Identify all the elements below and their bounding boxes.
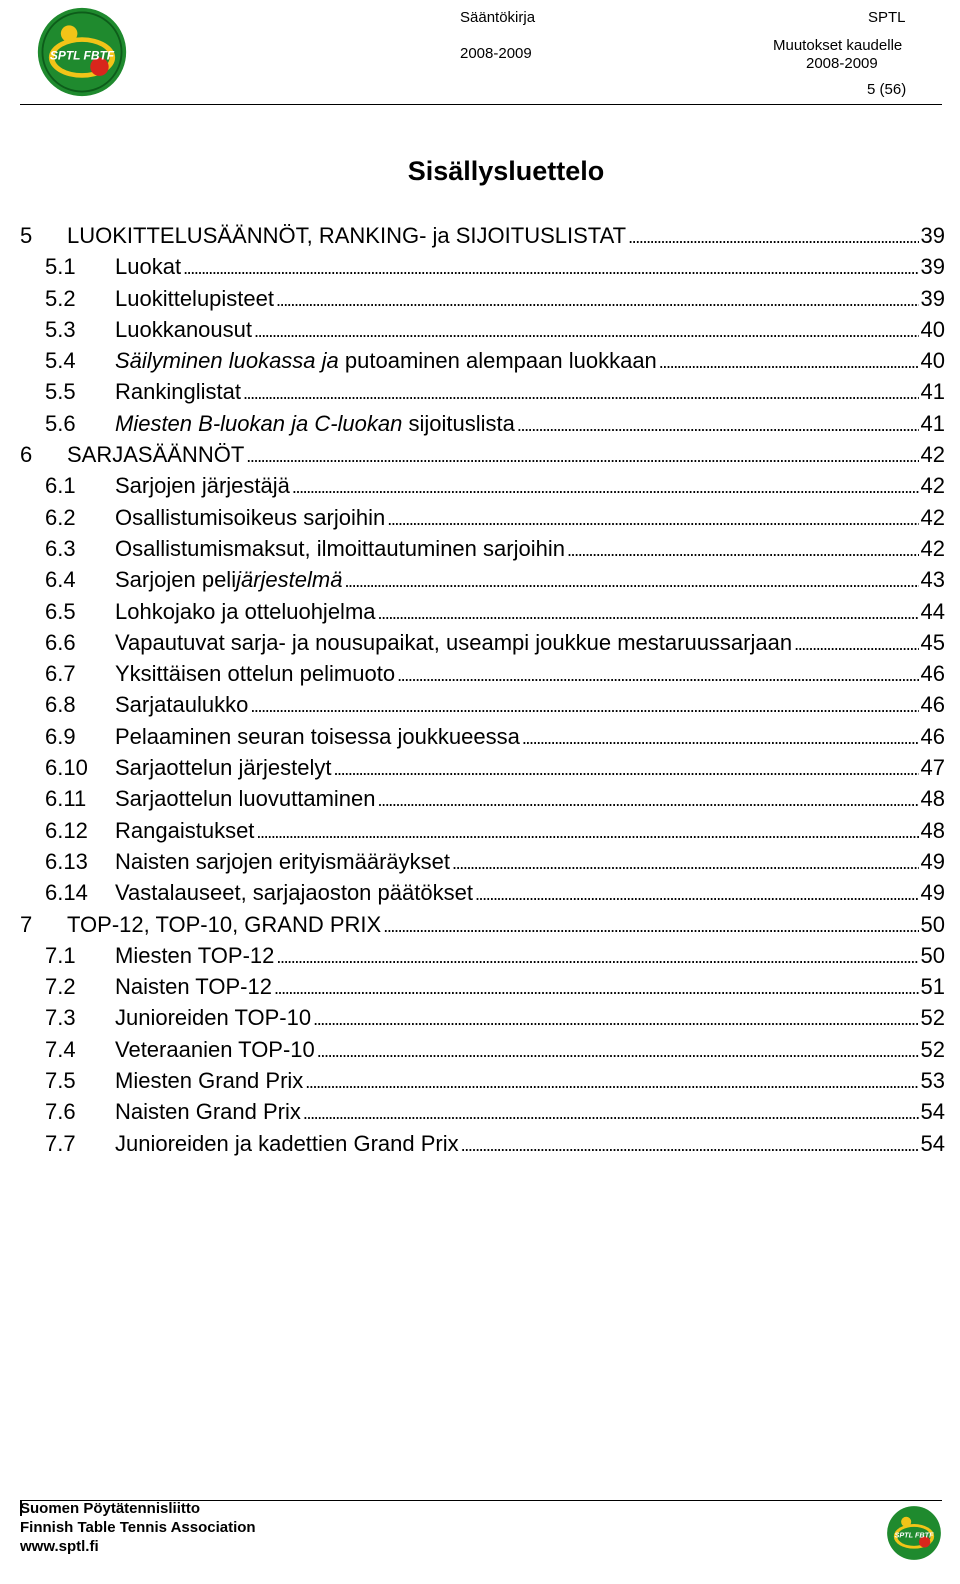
toc-entry-title-part: Miesten Grand Prix	[115, 1068, 304, 1094]
toc-entry-title	[115, 1069, 303, 1093]
toc-entry-title	[115, 631, 792, 655]
toc-entry-title-part: Sarjataulukko	[115, 692, 249, 718]
toc-entry-title	[115, 975, 272, 999]
toc-entry[interactable]	[20, 913, 945, 944]
toc-entry[interactable]	[20, 443, 945, 474]
toc-entry-title-part: Pelaaminen seuran toisessa joukkueessa	[115, 723, 520, 749]
toc-entry-page: 42	[920, 504, 945, 530]
toc-entry-title-part: Vastalauseet, sarjajaoston päätökset	[115, 880, 473, 906]
toc-entry-number: 6.5	[45, 598, 76, 624]
toc-entry[interactable]	[20, 819, 945, 850]
toc-dot-leader	[659, 349, 919, 374]
toc-entry-page: 46	[920, 723, 945, 749]
toc-entry-number: 6.9	[45, 723, 76, 749]
toc-dot-leader	[292, 474, 919, 499]
toc-entry-page: 47	[920, 755, 945, 781]
toc-entry-title-part: putoaminen alempaan luokkaan	[344, 348, 657, 374]
toc-dot-leader	[276, 944, 918, 969]
svg-text:SPTL FBTF: SPTL FBTF	[894, 1530, 934, 1540]
toc-entry-page: 48	[920, 817, 945, 843]
toc-entry-title	[115, 568, 342, 592]
toc-entry-number: 7.6	[45, 1099, 76, 1125]
table-of-contents	[20, 224, 945, 1163]
footer-org-fi: Suomen Pöytätennisliitto	[20, 1500, 201, 1517]
toc-entry-page: 41	[920, 379, 945, 405]
toc-entry-page: 44	[920, 598, 945, 624]
toc-entry-number: 6.10	[45, 755, 88, 781]
toc-entry[interactable]	[20, 474, 945, 505]
sptl-logo	[36, 6, 128, 98]
toc-entry-title-part: Junioreiden ja kadettien Grand Prix	[115, 1130, 459, 1156]
toc-entry-number: 7.1	[45, 942, 76, 968]
toc-entry-page: 46	[920, 661, 945, 687]
toc-entry-number: 6.4	[45, 567, 76, 593]
toc-entry-number: 5.2	[45, 285, 76, 311]
toc-entry[interactable]	[20, 349, 945, 380]
toc-entry-title	[115, 662, 395, 686]
toc-entry-title-part: Rankinglistat	[115, 379, 241, 405]
toc-entry-title	[115, 287, 274, 311]
toc-dot-leader	[250, 693, 918, 718]
toc-dot-leader	[256, 819, 918, 844]
toc-dot-leader	[387, 506, 918, 531]
toc-entry-page: 42	[920, 442, 945, 468]
toc-entry[interactable]	[20, 287, 945, 318]
toc-dot-leader	[246, 443, 918, 468]
toc-entry-title	[115, 756, 331, 780]
toc-entry[interactable]	[20, 1006, 945, 1037]
toc-entry-number: 6.11	[45, 786, 87, 812]
toc-entry[interactable]	[20, 662, 945, 693]
toc-entry-title	[115, 1038, 315, 1062]
toc-entry[interactable]	[20, 944, 945, 975]
toc-entry-title-part: TOP-12, TOP-10, GRAND PRIX	[67, 911, 382, 937]
toc-entry-title	[115, 380, 241, 404]
toc-entry-title	[115, 850, 450, 874]
toc-entry-title	[115, 255, 181, 279]
page-title: Sisällysluettelo	[407, 156, 605, 186]
season-right: 2008-2009	[806, 55, 878, 72]
toc-dot-leader	[344, 568, 918, 593]
toc-entry-page: 54	[920, 1130, 945, 1156]
toc-dot-leader	[243, 380, 919, 405]
footer-org-en: Finnish Table Tennis Association	[20, 1519, 256, 1536]
toc-dot-leader	[397, 662, 918, 687]
toc-entry-number: 5	[20, 223, 33, 248]
toc-entry-title	[67, 913, 381, 937]
toc-entry-title-part: Veteraanien TOP-10	[115, 1036, 315, 1062]
toc-dot-leader	[461, 1132, 919, 1157]
toc-entry-title-part: Junioreiden TOP-10	[115, 1005, 312, 1031]
toc-entry-title-part: Rangaistukset	[115, 817, 255, 843]
toc-entry-page: 45	[920, 629, 945, 655]
toc-entry[interactable]	[20, 568, 945, 599]
toc-entry-title-part: Osallistumismaksut, ilmoittautuminen sarjoihin	[115, 535, 565, 561]
toc-dot-leader	[475, 881, 919, 906]
toc-dot-leader	[333, 756, 918, 781]
toc-entry[interactable]	[20, 255, 945, 286]
toc-entry-page: 42	[920, 535, 945, 561]
toc-dot-leader	[628, 224, 918, 249]
toc-entry-title	[115, 693, 248, 717]
toc-dot-leader	[378, 600, 919, 625]
toc-entry-number: 5.6	[45, 410, 76, 436]
toc-entry-title	[67, 224, 626, 248]
season-left: 2008-2009	[460, 45, 532, 62]
toc-entry-number: 6.7	[45, 661, 76, 687]
svg-text:SPTL FBTF: SPTL FBTF	[49, 48, 115, 63]
toc-entry[interactable]	[20, 224, 945, 255]
toc-entry-title	[67, 443, 244, 467]
toc-entry-page: 48	[920, 786, 945, 812]
toc-entry-title	[115, 725, 520, 749]
toc-entry-title	[115, 318, 252, 342]
toc-entry-page: 41	[920, 410, 945, 436]
toc-entry-page: 40	[920, 316, 945, 342]
toc-entry[interactable]	[20, 600, 945, 631]
toc-dot-leader	[183, 255, 918, 280]
toc-entry-title	[115, 881, 473, 905]
toc-entry-number: 5.4	[45, 348, 76, 374]
toc-entry-title	[115, 349, 657, 373]
toc-entry[interactable]	[20, 1069, 945, 1100]
toc-entry[interactable]	[20, 506, 945, 537]
toc-entry-title-part: sijoituslista	[408, 410, 515, 436]
toc-entry-title-part: Sarjaottelun järjestelyt	[115, 755, 332, 781]
toc-entry-title-part: Miesten TOP-12	[115, 942, 275, 968]
toc-entry-number: 7.2	[45, 974, 76, 1000]
toc-dot-leader	[305, 1069, 918, 1094]
toc-entry-page: 52	[920, 1036, 945, 1062]
toc-entry-number: 6.14	[45, 880, 88, 906]
toc-entry-title-part: järjestelmä	[236, 567, 343, 593]
toc-entry[interactable]	[20, 380, 945, 411]
toc-entry-title-part: Naisten TOP-12	[115, 974, 272, 1000]
toc-entry-number: 6.8	[45, 692, 76, 718]
toc-dot-leader	[303, 1100, 919, 1125]
toc-entry-page: 49	[920, 848, 945, 874]
toc-entry-number: 6.2	[45, 504, 76, 530]
toc-dot-leader	[276, 287, 919, 312]
toc-entry-page: 42	[920, 473, 945, 499]
toc-entry-page: 43	[920, 567, 945, 593]
toc-entry-number: 7	[20, 911, 33, 937]
toc-entry-page: 46	[920, 692, 945, 718]
toc-entry-title	[115, 944, 274, 968]
toc-entry-page: 49	[920, 880, 945, 906]
toc-entry[interactable]	[20, 787, 945, 818]
toc-entry-title-part: Sarjojen järjestäjä	[115, 473, 290, 499]
toc-entry-number: 7.5	[45, 1068, 76, 1094]
toc-entry-title	[115, 819, 254, 843]
toc-entry-page: 54	[920, 1099, 945, 1125]
toc-entry[interactable]	[20, 1132, 945, 1163]
toc-entry[interactable]	[20, 725, 945, 756]
toc-entry-number: 6.6	[45, 629, 76, 655]
toc-entry[interactable]	[20, 975, 945, 1006]
toc-entry-number: 6.3	[45, 535, 76, 561]
page-number: 5 (56)	[867, 81, 907, 98]
organization-code: SPTL	[868, 9, 906, 26]
toc-entry-title-part: Miesten B-luokan ja C-luokan	[115, 410, 409, 436]
header-rule	[20, 104, 942, 105]
toc-dot-leader	[794, 631, 918, 656]
sptl-logo-footer	[886, 1505, 942, 1561]
toc-entry-title-part: Vapautuvat sarja- ja nousupaikat, useampi joukkue mestaruussarjaan	[115, 629, 793, 655]
toc-entry-page: 52	[920, 1005, 945, 1031]
toc-dot-leader	[452, 850, 918, 875]
toc-entry[interactable]	[20, 756, 945, 787]
toc-entry-page: 51	[920, 974, 945, 1000]
toc-entry[interactable]	[20, 318, 945, 349]
toc-entry-page: 50	[920, 942, 945, 968]
toc-entry-number: 7.7	[45, 1130, 76, 1156]
toc-entry-page: 53	[920, 1068, 945, 1094]
toc-entry-title-part: Lohkojako ja otteluohjelma	[115, 598, 376, 624]
toc-entry-number: 6.1	[45, 473, 76, 499]
toc-entry-page: 39	[920, 223, 945, 248]
toc-entry-number: 6.12	[45, 817, 88, 843]
toc-entry-number: 5.3	[45, 316, 76, 342]
toc-dot-leader	[313, 1006, 918, 1031]
toc-entry-number: 6	[20, 442, 33, 468]
toc-entry-title-part: Sarjaottelun luovuttaminen	[115, 786, 376, 812]
toc-entry-title-part: Naisten Grand Prix	[115, 1099, 301, 1125]
toc-entry[interactable]	[20, 693, 945, 724]
toc-entry-title-part: Säilyminen luokassa ja	[115, 348, 345, 374]
toc-entry-title-part: SARJASÄÄNNÖT	[67, 442, 245, 468]
toc-entry-title-part: Osallistumisoikeus sarjoihin	[115, 504, 386, 530]
toc-entry-number: 6.13	[45, 848, 88, 874]
changes-label: Muutokset kaudelle	[773, 37, 903, 54]
toc-entry-number: 7.3	[45, 1005, 76, 1031]
toc-entry-page: 50	[920, 911, 945, 937]
toc-entry[interactable]	[20, 537, 945, 568]
toc-entry-title	[115, 506, 385, 530]
toc-entry-page: 40	[920, 348, 945, 374]
toc-entry-number: 5.5	[45, 379, 76, 405]
toc-dot-leader	[522, 725, 919, 750]
toc-entry[interactable]	[20, 412, 945, 443]
toc-entry-title	[115, 787, 376, 811]
toc-entry[interactable]	[20, 850, 945, 881]
toc-entry-title-part: Yksittäisen ottelun pelimuoto	[115, 661, 396, 687]
toc-entry-number: 7.4	[45, 1036, 76, 1062]
document-name: Sääntökirja	[460, 9, 536, 26]
toc-dot-leader	[517, 412, 919, 437]
toc-entry-page: 39	[920, 254, 945, 280]
toc-entry-title-part: LUOKITTELUSÄÄNNÖT, RANKING- ja SIJOITUSLISTAT	[67, 223, 627, 248]
toc-entry-title	[115, 1132, 459, 1156]
toc-entry-title	[115, 1100, 301, 1124]
toc-entry-title	[115, 474, 290, 498]
toc-entry-title-part: Naisten sarjojen erityismääräykset	[115, 848, 451, 874]
toc-entry-title-part: Sarjojen peli	[115, 567, 237, 593]
toc-entry-number: 5.1	[45, 254, 76, 280]
toc-entry[interactable]	[20, 631, 945, 662]
toc-entry-title-part: Luokkanousut	[115, 316, 252, 342]
toc-entry[interactable]	[20, 1100, 945, 1131]
toc-entry-title	[115, 537, 565, 561]
toc-dot-leader	[254, 318, 919, 343]
toc-entry-title-part: Luokat	[115, 254, 182, 280]
toc-dot-leader	[274, 975, 919, 1000]
toc-entry-title-part: Luokittelupisteet	[115, 285, 274, 311]
toc-entry-page: 39	[920, 285, 945, 311]
toc-dot-leader	[567, 537, 919, 562]
footer-website: www.sptl.fi	[20, 1538, 99, 1555]
toc-dot-leader	[378, 787, 919, 812]
toc-entry-title	[115, 412, 515, 436]
toc-entry[interactable]	[20, 1038, 945, 1069]
toc-entry-title	[115, 1006, 311, 1030]
toc-dot-leader	[317, 1038, 919, 1063]
toc-entry[interactable]	[20, 881, 945, 912]
toc-entry-title	[115, 600, 376, 624]
toc-dot-leader	[383, 913, 918, 938]
